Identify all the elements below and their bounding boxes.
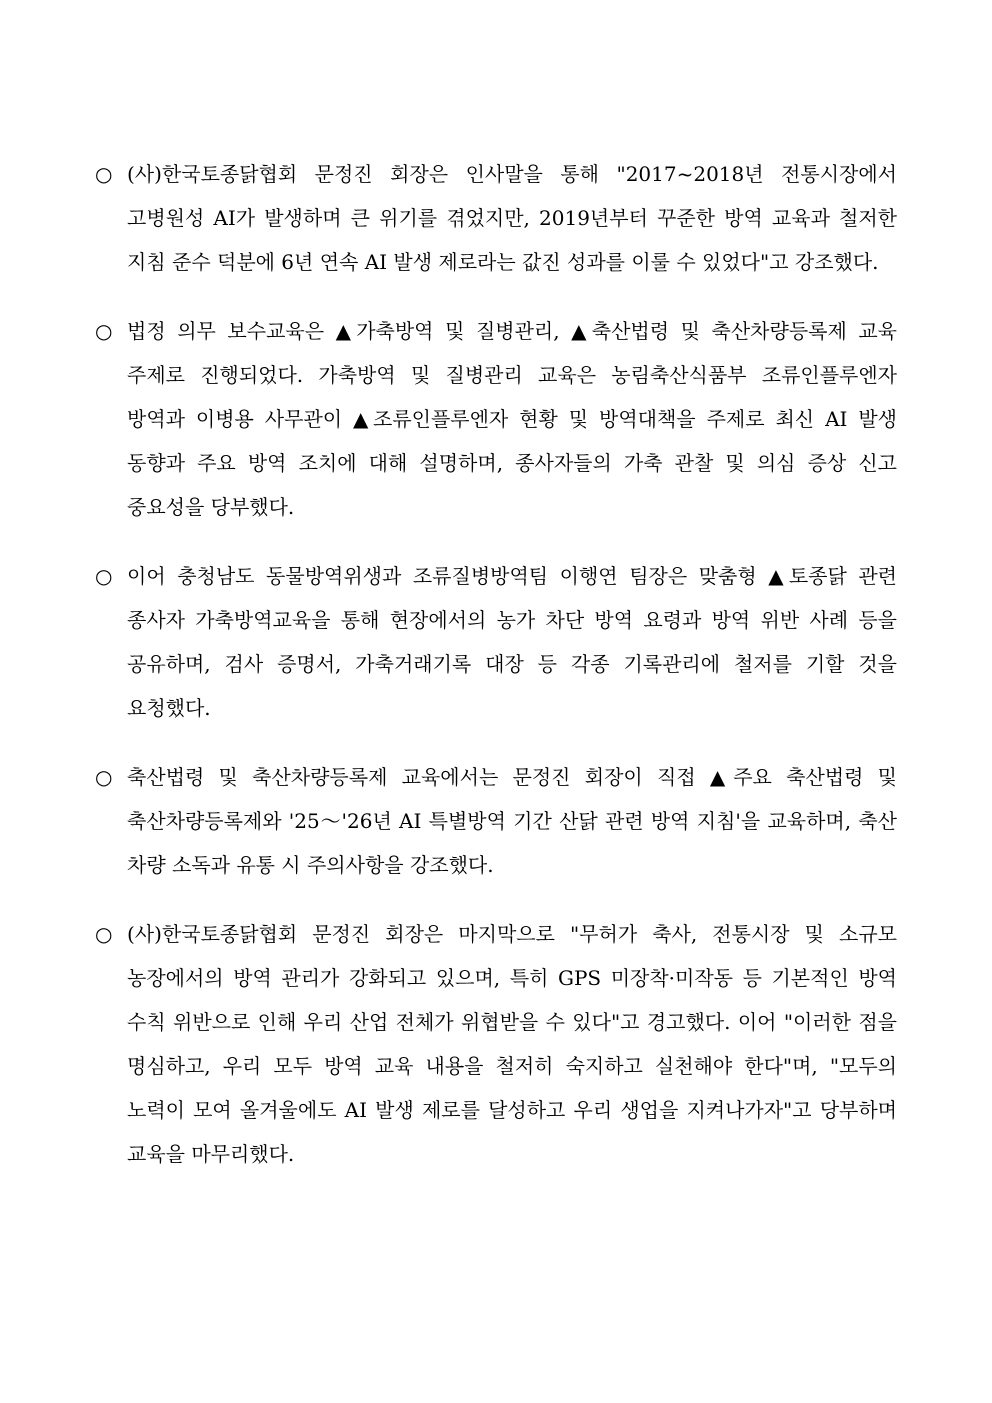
circle-bullet-icon: ○ [95, 162, 113, 186]
paragraph-text: 축산법령 및 축산차량등록제 교육에서는 문정진 회장이 직접 ▲주요 축산법령 및 축산차량등록제와 '25～'26년 AI 특별방역 기간 산닭 관련 방역 지침'을 교육하며, 축산 차량 소독과 유통 시 주의사항을 강조했다. [127, 765, 897, 877]
circle-bullet-icon: ○ [95, 319, 113, 343]
paragraph-text: 법정 의무 보수교육은 ▲가축방역 및 질병관리, ▲축산법령 및 축산차량등록제 교육 주제로 진행되었다. 가축방역 및 질병관리 교육은 농림축산식품부 조류인플루엔자 방역과 이병용 사무관이 ▲조류인플루엔자 현황 및 방역대책을 주제로 최신 AI 발생 동향과 주요 방역 조치에 대해 설명하며, 종사자들의 가축 관찰 및 의심 증상 신고 중요성을 당부했다. [127, 319, 897, 519]
paragraph-text: 이어 충청남도 동물방역위생과 조류질병방역팀 이행연 팀장은 맞춤형 ▲토종닭 관련 종사자 가축방역교육을 통해 현장에서의 농가 차단 방역 요령과 방역 위반 사례 등을 공유하며, 검사 증명서, 가축거래기록 대장 등 각종 기록관리에 철저를 기할 것을 요청했다. [127, 564, 897, 720]
paragraph-3 [95, 554, 897, 730]
paragraph-text: (사)한국토종닭협회 문정진 회장은 마지막으로 "무허가 축사, 전통시장 및 소규모 농장에서의 방역 관리가 강화되고 있으며, 특히 GPS 미장착·미작동 등 기본적인 방역 수칙 위반으로 인해 우리 산업 전체가 위협받을 수 있다"고 경고했다. 이어 "이러한 점을 명심하고, 우리 모두 방역 교육 내용을 철저히 숙지하고 실천해야 한다"며, "모두의 노력이 모여 올겨울에도 AI 발생 제로를 달성하고 우리 생업을 지켜나가자"고 당부하며 교육을 마무리했다. [127, 922, 897, 1166]
circle-bullet-icon: ○ [95, 564, 113, 588]
paragraph-4 [95, 755, 897, 887]
paragraph-text: (사)한국토종닭협회 문정진 회장은 인사말을 통해 "2017~2018년 전통시장에서 고병원성 AI가 발생하며 큰 위기를 겪었지만, 2019년부터 꾸준한 방역 교육과 철저한 지침 준수 덕분에 6년 연속 AI 발생 제로라는 값진 성과를 이룰 수 있었다"고 강조했다. [127, 162, 897, 274]
paragraph-1 [95, 152, 897, 284]
circle-bullet-icon: ○ [95, 765, 113, 789]
paragraph-5 [95, 912, 897, 1176]
circle-bullet-icon: ○ [95, 922, 113, 946]
paragraph-2 [95, 309, 897, 529]
document-body [95, 152, 897, 1201]
